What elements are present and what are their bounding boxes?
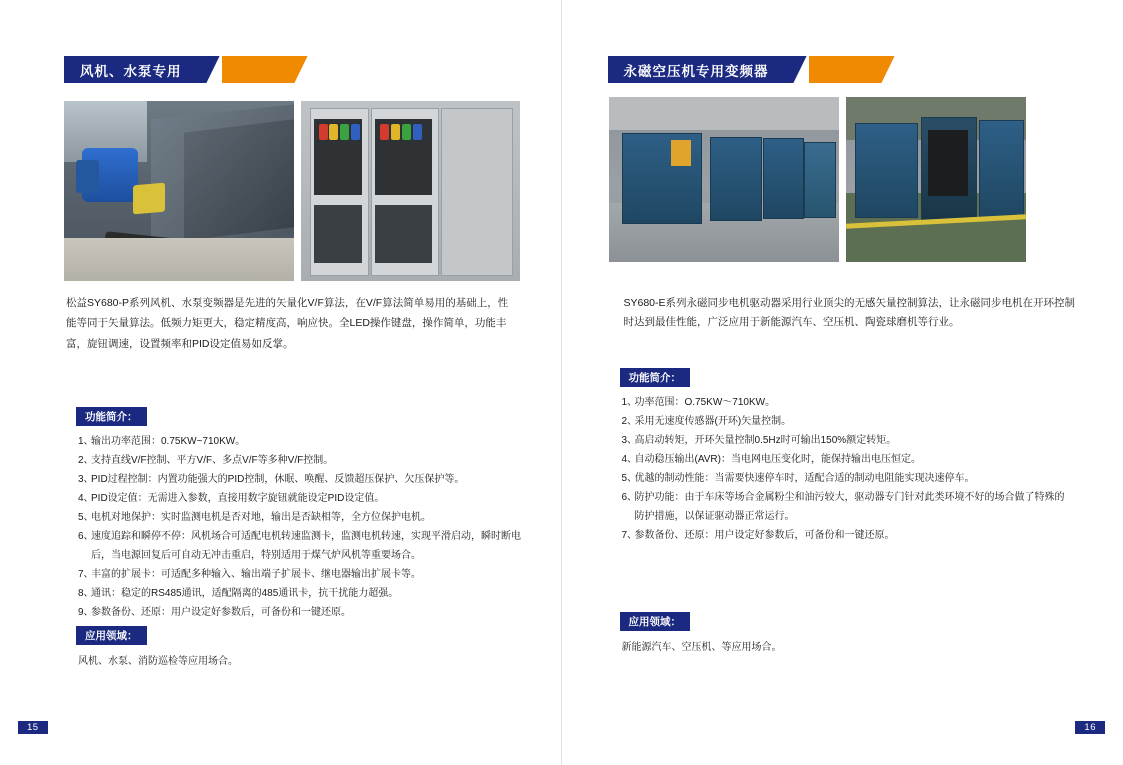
list-item <box>622 526 1070 545</box>
features-title-right: 功能简介： <box>620 368 691 387</box>
photo-row-left <box>64 101 520 281</box>
application-subhead-left <box>76 627 153 644</box>
features-list-right <box>622 393 1070 545</box>
list-item-text: 输出功率范围：0.75KW~710KW。 <box>91 436 246 447</box>
list-item-number: 1、 <box>78 436 94 447</box>
list-item-number: 6、 <box>621 492 638 503</box>
features-subhead-right <box>620 369 697 386</box>
section-title-left: 风机、水泵专用 <box>64 56 196 83</box>
application-text-left: 风机、水泵、消防巡检等应用场合。 <box>78 656 238 667</box>
list-item-number: 4、 <box>621 454 638 465</box>
list-item <box>622 431 1070 450</box>
list-item-number: 9、 <box>78 607 94 618</box>
list-item-number: 1、 <box>621 397 638 408</box>
list-item-text: 参数备份、还原：用户设定好参数后，可备份和一键还原。 <box>634 530 895 541</box>
photo-row-right <box>609 97 1026 262</box>
list-item-text: 通讯：稳定的RS485通讯，适配隔离的485通讯卡，抗干扰能力超强。 <box>91 588 399 599</box>
list-item <box>622 393 1070 412</box>
page-number-right <box>1070 720 1105 734</box>
section-title-right: 永磁空压机专用变频器 <box>608 56 783 83</box>
list-item-number: 7、 <box>78 569 94 580</box>
list-item <box>78 603 524 622</box>
list-item <box>622 412 1070 431</box>
features-title-left: 功能简介： <box>76 407 147 426</box>
list-item <box>622 469 1070 488</box>
page-number-right-value: 16 <box>1075 721 1105 734</box>
list-item-number: 2、 <box>621 416 638 427</box>
list-item <box>78 565 524 584</box>
features-list-left <box>78 432 524 622</box>
list-item-text: 速度追踪和瞬停不停：风机场合可适配电机转速监测卡，监测电机转速，实现平滑启动，瞬时断电后，当电源回复后可自动无冲击重启，特别适用于煤气炉风机等重要场合。 <box>91 531 521 561</box>
list-item-number: 2、 <box>78 455 94 466</box>
list-item-number: 3、 <box>78 474 94 485</box>
list-item <box>78 432 524 451</box>
list-item-text: 功率范围：O.75KW～710KW。 <box>634 397 776 408</box>
list-item <box>78 489 524 508</box>
list-item <box>78 508 524 527</box>
compressor-cabinet-photo <box>846 97 1026 262</box>
list-item-text: 参数备份、还原：用户设定好参数后，可备份和一键还原。 <box>91 607 351 618</box>
list-item-text: 优越的制动性能：当需要快速停车时，适配合适的制动电阻能实现决速停车。 <box>634 473 975 484</box>
fan-blower-photo <box>64 101 294 281</box>
page-number-left <box>18 720 53 734</box>
application-title-left: 应用领域： <box>76 626 147 645</box>
list-item <box>78 451 524 470</box>
list-item-number: 6、 <box>78 531 94 542</box>
list-item-text: 电机对地保护：实时监测电机是否对地，输出是否缺相等，全方位保护电机。 <box>91 512 431 523</box>
section-header-right <box>608 56 888 83</box>
list-item-number: 7、 <box>621 530 638 541</box>
list-item <box>78 527 524 565</box>
list-item-number: 8、 <box>78 588 94 599</box>
control-cabinet-photo <box>301 101 520 281</box>
list-item <box>622 488 1070 526</box>
list-item <box>78 584 524 603</box>
list-item-text: PID设定值：无需进入参数，直接用数字旋钮就能设定PID设定值。 <box>91 493 385 504</box>
list-item-text: 丰富的扩展卡：可适配多种输入、输出端子扩展卡、继电器输出扩展卡等。 <box>91 569 421 580</box>
page-number-left-value: 15 <box>18 721 48 734</box>
features-subhead-left <box>76 408 153 425</box>
list-item-text: 高启动转矩，开环矢量控制0.5Hz时可输出150%额定转矩。 <box>634 435 897 446</box>
application-title-right: 应用领域： <box>620 612 691 631</box>
list-item-text: 防护功能：由于车床等场合金属粉尘和油污较大，驱动器专门针对此类环境不好的场合做了特殊的防护措施，以保证驱动器正常运行。 <box>634 492 1065 522</box>
list-item-text: 支持直线V/F控制、平方V/F、多点V/F等多种V/F控制。 <box>91 455 334 466</box>
list-item-number: 5、 <box>621 473 638 484</box>
list-item <box>622 450 1070 469</box>
list-item-number: 3、 <box>621 435 638 446</box>
application-subhead-right <box>620 613 697 630</box>
description-left: 松益SY680-P系列风机、水泵变频器是先进的矢量化V/F算法，在V/F算法简单易用的基础上，性能等同于矢量算法。低频力矩更大，稳定精度高，响应快。全LED操作键盘，操作简单，功能丰富，旋钮调速，设置频率和PID设定值易如反掌。 <box>66 297 509 350</box>
list-item <box>78 470 524 489</box>
application-text-right: 新能源汽车、空压机、等应用场合。 <box>621 642 782 653</box>
page-right <box>562 0 1123 765</box>
list-item-text: PID过程控制：内置功能强大的PID控制，休眠、唤醒、反馈超压保护、欠压保护等。 <box>91 474 465 485</box>
list-item-text: 自动稳压输出(AVR)：当电网电压变化时，能保持输出电压恒定。 <box>634 454 921 465</box>
compressor-room-photo <box>609 97 839 262</box>
section-header-left <box>64 56 301 83</box>
list-item-number: 4、 <box>78 493 94 504</box>
list-item-text: 采用无速度传感器(开环)矢量控制。 <box>634 416 792 427</box>
description-right: SY680-E系列永磁同步电机驱动器采用行业顶尖的无感矢量控制算法，让永磁同步电机在开环控制时达到最佳性能，广泛应用于新能源汽车、空压机、陶瓷球磨机等行业。 <box>623 297 1076 328</box>
list-item-number: 5、 <box>78 512 94 523</box>
